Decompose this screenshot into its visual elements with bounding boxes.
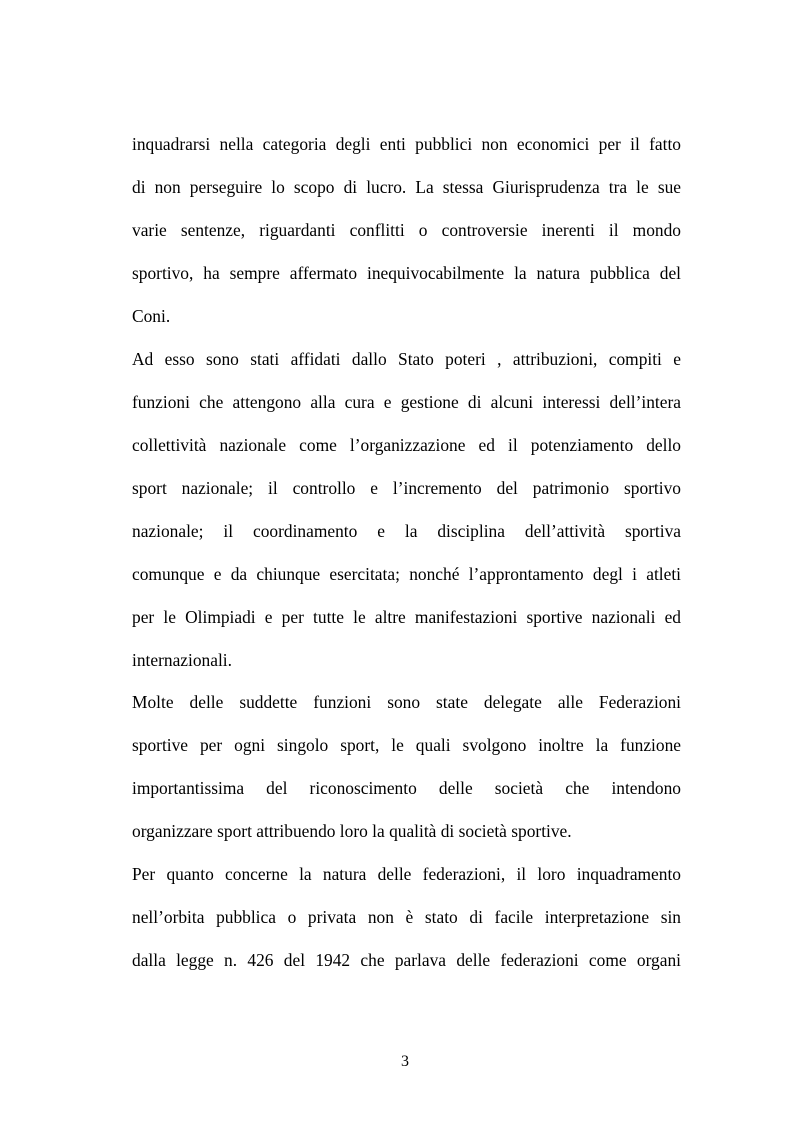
text-line: dalla legge n. 426 del 1942 che parlava delle federazioni come organi: [132, 950, 681, 970]
text-line: Molte delle suddette funzioni sono state delegate alle Federazioni: [132, 692, 681, 712]
text-line: comunque e da chiunque esercitata; nonché l’approntamento degl i atleti: [132, 564, 681, 584]
page-number: 3: [401, 1053, 409, 1070]
text-line: nell’orbita pubblica o privata non è stato di facile interpretazione sin: [132, 907, 681, 927]
text-line: Per quanto concerne la natura delle federazioni, il loro inquadramento: [132, 864, 681, 884]
text-line: Ad esso sono stati affidati dallo Stato poteri , attribuzioni, compiti e: [132, 349, 681, 369]
text-line: funzioni che attengono alla cura e gestione di alcuni interessi dell’intera: [132, 392, 681, 412]
text-line: organizzare sport attribuendo loro la qualità di società sportive.: [132, 821, 572, 841]
text-line: internazionali.: [132, 650, 232, 670]
text-line: Coni.: [132, 306, 171, 326]
text-line: per le Olimpiadi e per tutte le altre manifestazioni sportive nazionali ed: [132, 607, 681, 627]
text-line: sportivo, ha sempre affermato inequivocabilmente la natura pubblica del: [132, 263, 681, 283]
text-line: inquadrarsi nella categoria degli enti pubblici non economici per il fatto: [132, 134, 681, 154]
text-line: sportive per ogni singolo sport, le quali svolgono inoltre la funzione: [132, 735, 681, 755]
text-line: di non perseguire lo scopo di lucro. La stessa Giurisprudenza tra le sue: [132, 177, 681, 197]
text-line: sport nazionale; il controllo e l’incremento del patrimonio sportivo: [132, 478, 681, 498]
text-line: nazionale; il coordinamento e la disciplina dell’attività sportiva: [132, 521, 681, 541]
text-line: varie sentenze, riguardanti conflitti o controversie inerenti il mondo: [132, 220, 681, 240]
text-line: collettività nazionale come l’organizzazione ed il potenziamento dello: [132, 435, 681, 455]
text-line: importantissima del riconoscimento delle società che intendono: [132, 778, 681, 798]
